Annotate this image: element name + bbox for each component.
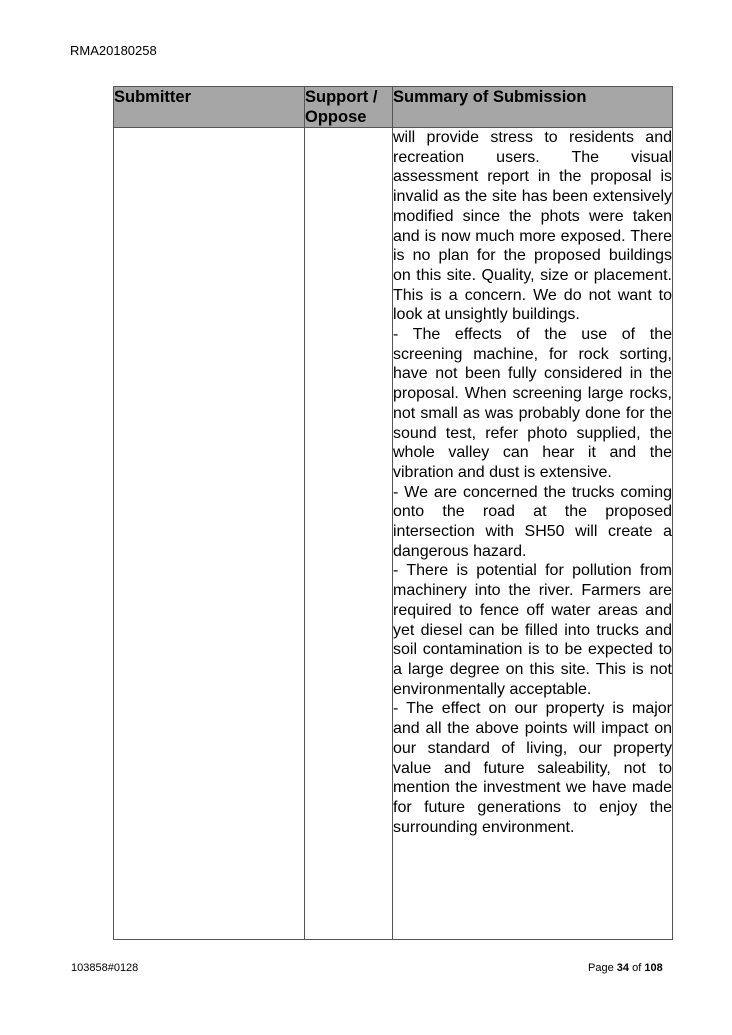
document-reference: RMA20180258 [70,43,157,58]
summary-paragraph: - We are concerned the trucks coming onto the road at the proposed intersection with SH50 will create a dangerous hazard. [393,483,672,560]
submitter-cell [114,128,305,940]
table-row [114,128,673,940]
column-header-submitter: Submitter [114,87,305,128]
support-oppose-cell [305,128,393,940]
column-header-support-oppose: Support / Oppose [305,87,393,128]
summary-cell [393,128,673,940]
table-header-row [114,87,673,128]
page-label: Page [588,962,614,974]
summary-paragraph: - The effect on our property is major and all the above points will impact on our standard of living, our property value and future saleability, not to mention the investment we have made for future generations to enjoy the surrounding environment. [393,700,672,836]
summary-paragraph: - There is potential for pollution from machinery into the river. Farmers are required to fence off water areas and yet diesel can be filled into trucks and soil contamination is to be expected to a large degree on this site. This is not environmentally acceptable. [393,562,672,698]
page-total: 108 [644,962,663,974]
page-number [588,962,663,974]
summary-text [393,128,672,837]
page-code: 103858#0128 [71,962,139,974]
summary-paragraph: will provide stress to residents and recreation users. The visual assessment report in the proposal is invalid as the site has been extensively modified since the phots were taken and is now much more exposed. There is no plan for the proposed buildings on this site. Quality, size or placement. This is a concern. We do not want to look at unsightly buildings. [393,129,672,324]
summary-paragraph: - The effects of the use of the screening machine, for rock sorting, have not been fully considered in the proposal. When screening large rocks, not small as was probably done for the sound test, refer photo supplied, the whole valley can hear it and the vibration and dust is extensive. [393,326,672,481]
submissions-table [113,86,673,940]
page-current: 34 [616,962,630,974]
page-of: of [632,962,642,974]
column-header-summary: Summary of Submission [393,87,673,128]
